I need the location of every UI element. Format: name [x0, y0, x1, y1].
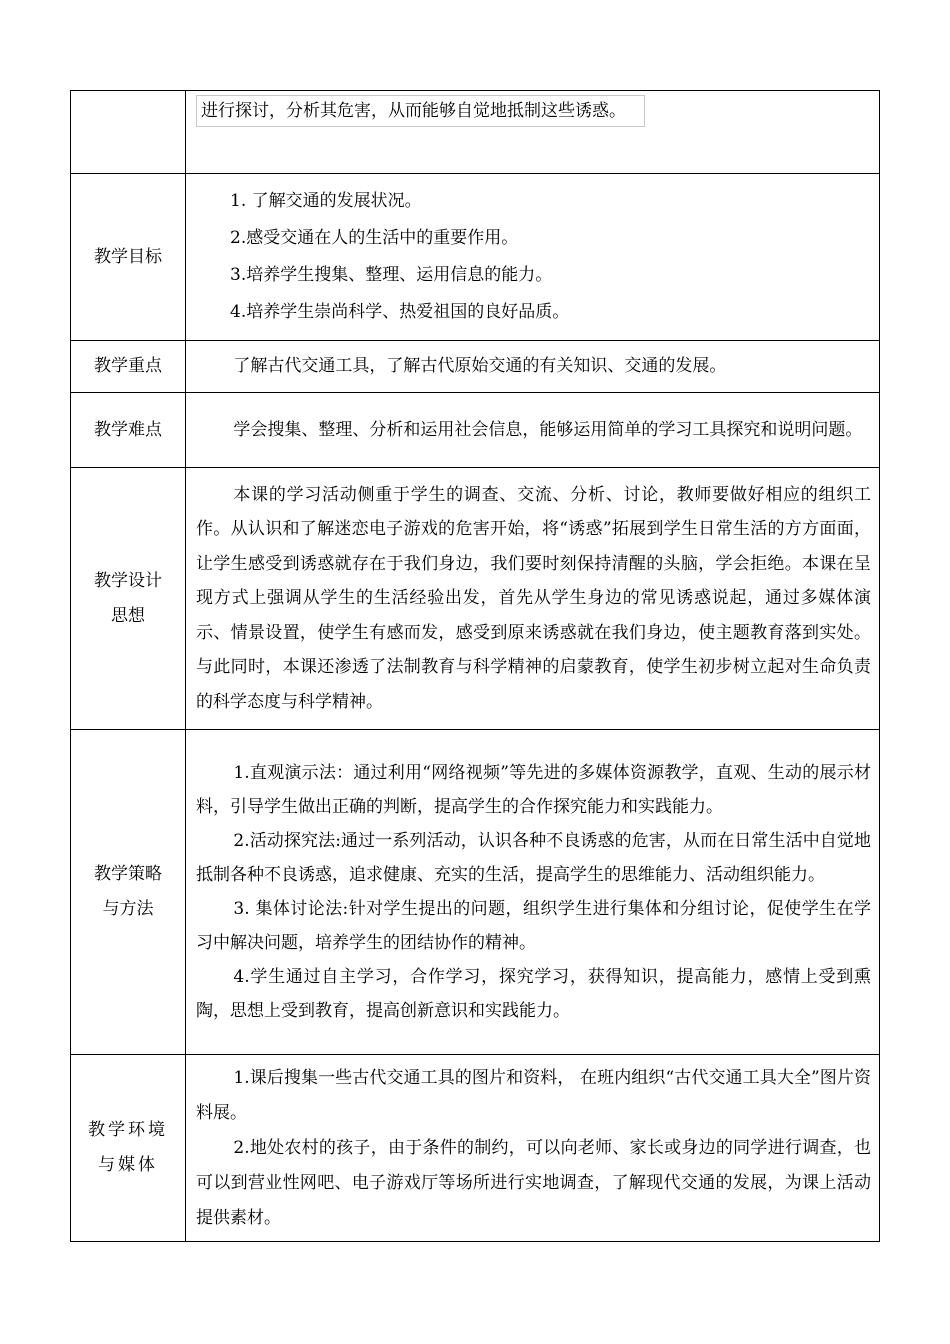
paragraph: 2.地处农村的孩子，由于条件的制约，可以向老师、家长或身边的同学进行调查，也可以到营业性网吧、电子游戏厅等场所进行实地调查，了解现代交通的发展，为课上活动提供素材。	[196, 1137, 871, 1228]
paragraph: 学会搜集、整理、分析和运用社会信息，能够运用简单的学习工具探究和说明问题。	[233, 419, 863, 440]
label-text: 教学环境	[88, 1120, 168, 1140]
label-text: 与方法	[102, 899, 154, 919]
label-text: 教学目标	[94, 246, 162, 267]
row-content-design	[186, 468, 880, 730]
paragraph: 4.学生通过自主学习，合作学习，探究学习，获得知识，提高能力，感情上受到熏陶，思想上受到教育，提高创新意识和实践能力。	[196, 967, 871, 1021]
label-text: 思想	[111, 605, 145, 626]
row-label-design	[71, 468, 186, 730]
row-content-strategy	[186, 730, 880, 1055]
goal-item: 1. 了解交通的发展状况。	[230, 191, 422, 211]
row-label-strategy	[71, 730, 186, 1055]
table-row	[71, 91, 880, 174]
row-label-empty	[71, 91, 186, 174]
lesson-plan-table	[70, 90, 880, 1242]
label-text: 与媒体	[98, 1155, 158, 1175]
row-content-goals	[186, 174, 880, 341]
paragraph: 1.直观演示法：通过利用“网络视频”等先进的多媒体资源教学，直观、生动的展示材料，引导学生做出正确的判断，提高学生的合作探究能力和实践能力。	[196, 763, 871, 817]
row-content-difficulties	[186, 393, 880, 468]
table-row	[71, 1055, 880, 1242]
goal-item: 2.感受交通在人的生活中的重要作用。	[230, 228, 519, 248]
table-row	[71, 341, 880, 393]
row-label-goals	[71, 174, 186, 341]
table-row	[71, 468, 880, 730]
label-text: 教学设计	[94, 570, 162, 591]
paragraph: 1.课后搜集一些古代交通工具的图片和资料， 在班内组织“古代交通工具大全”图片资料展。	[196, 1067, 871, 1123]
paragraph: 本课的学习活动侧重于学生的调查、交流、分析、讨论，教师要做好相应的组织工作。从认识和了解迷恋电子游戏的危害开始，将“诱惑”拓展到学生日常生活的方方面面，让学生感受到诱惑就存在于我们身边，我们要时刻保持清醒的头脑，学会拒绝。本课在呈现方式上强调从学生的生活经验出发，首先从学生身边的常见诱惑说起，通过多媒体演示、情景设置，使学生有感而发，感受到原来诱惑就在我们身边，使主题教育落到实处。与此同时，本课还渗透了法制教育与科学精神的启蒙教育，使学生初步树立起对生命负责的科学态度与科学精神。	[196, 484, 871, 712]
goal-item: 3.培养学生搜集、整理、运用信息的能力。	[230, 265, 553, 285]
table-row	[71, 174, 880, 341]
row-label-difficulties	[71, 393, 186, 468]
row-content-key-points	[186, 341, 880, 393]
table-row	[71, 730, 880, 1055]
row-label-environment	[71, 1055, 186, 1242]
label-text: 教学重点	[94, 356, 162, 376]
row-content	[186, 91, 880, 174]
label-text: 教学策略	[94, 864, 162, 884]
table-row	[71, 393, 880, 468]
label-text: 教学难点	[94, 419, 162, 440]
goal-item: 4.培养学生崇尚科学、热爱祖国的良好品质。	[230, 302, 570, 322]
paragraph: 3. 集体讨论法:针对学生提出的问题，组织学生进行集体和分组讨论，促使学生在学习中解决问题，培养学生的团结协作的精神。	[196, 899, 871, 953]
continued-text: 进行探讨，分析其危害，从而能够自觉地抵制这些诱惑。	[196, 95, 645, 127]
row-label-key-points	[71, 341, 186, 393]
row-content-environment	[186, 1055, 880, 1242]
paragraph: 了解古代交通工具，了解古代原始交通的有关知识、交通的发展。	[233, 356, 727, 376]
paragraph: 2.活动探究法:通过一系列活动，认识各种不良诱惑的危害，从而在日常生活中自觉地抵制各种不良诱惑，追求健康、充实的生活，提高学生的思维能力、活动组织能力。	[196, 831, 871, 885]
